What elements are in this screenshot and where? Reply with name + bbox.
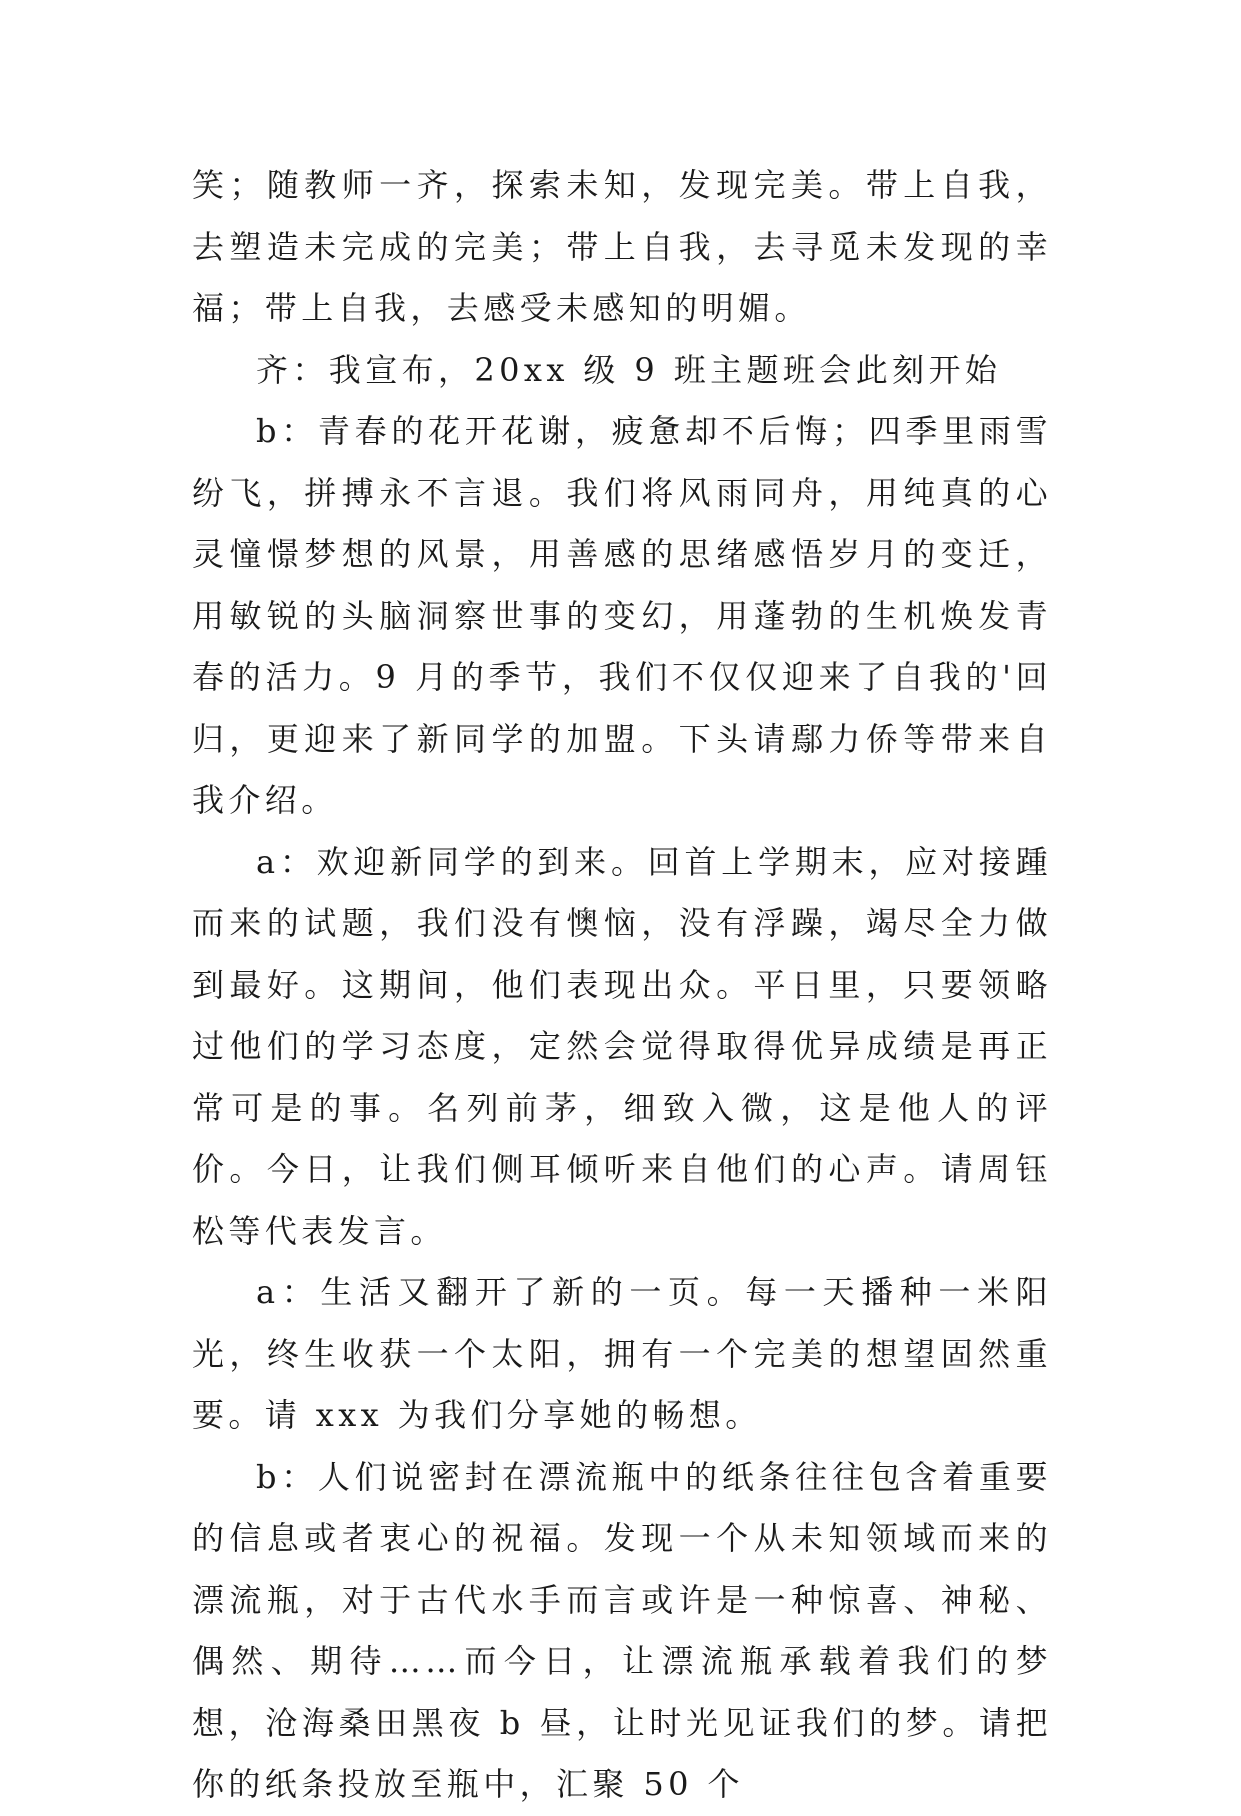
- paragraph-host-a-2: a：生活又翻开了新的一页。每一天播种一米阳光，终生收获一个太阳，拥有一个完美的想望固然重要。请 xxx 为我们分享她的畅想。: [192, 1273, 1052, 1434]
- paragraph-host-b-2: b：人们说密封在漂流瓶中的纸条往往包含着重要的信息或者衷心的祝福。发现一个从未知领域而来的漂流瓶，对于古代水手而言或许是一种惊喜、神秘、偶然、期待……而今日，让漂流瓶承载着我们的梦想，沧海桑田黑夜 b 昼，让时光见证我们的梦。请把你的纸条投放至瓶中，汇聚 50 个: [192, 1457, 1052, 1803]
- paragraph-host-a-1: a：欢迎新同学的到来。回首上学期末，应对接踵而来的试题，我们没有懊恼，没有浮躁，竭尽全力做到最好。这期间，他们表现出众。平日里，只要领略过他们的学习态度，定然会觉得取得优异成绩是再正常可是的事。名列前茅，细致入微，这是他人的评价。今日，让我们侧耳倾听来自他们的心声。请周钰松等代表发言。: [192, 842, 1052, 1250]
- document-body: [192, 155, 1052, 1816]
- paragraph-host-b-1: b：青春的花开花谢，疲惫却不后悔；四季里雨雪纷飞，拼搏永不言退。我们将风雨同舟，用纯真的心灵憧憬梦想的风景，用善感的思绪感悟岁月的变迁，用敏锐的头脑洞察世事的变幻，用蓬勃的生机焕发青春的活力。9 月的季节，我们不仅仅迎来了自我的'回归，更迎来了新同学的加盟。下头请鄢力侨等带来自我介绍。: [192, 412, 1052, 819]
- paragraph-continuation: 笑；随教师一齐，探索未知，发现完美。带上自我，去塑造未完成的完美；带上自我，去寻觅未发现的幸福；带上自我，去感受未感知的明媚。: [192, 166, 1052, 327]
- paragraph-announcement: 齐：我宣布，20xx 级 9 班主题班会此刻开始: [256, 350, 1002, 389]
